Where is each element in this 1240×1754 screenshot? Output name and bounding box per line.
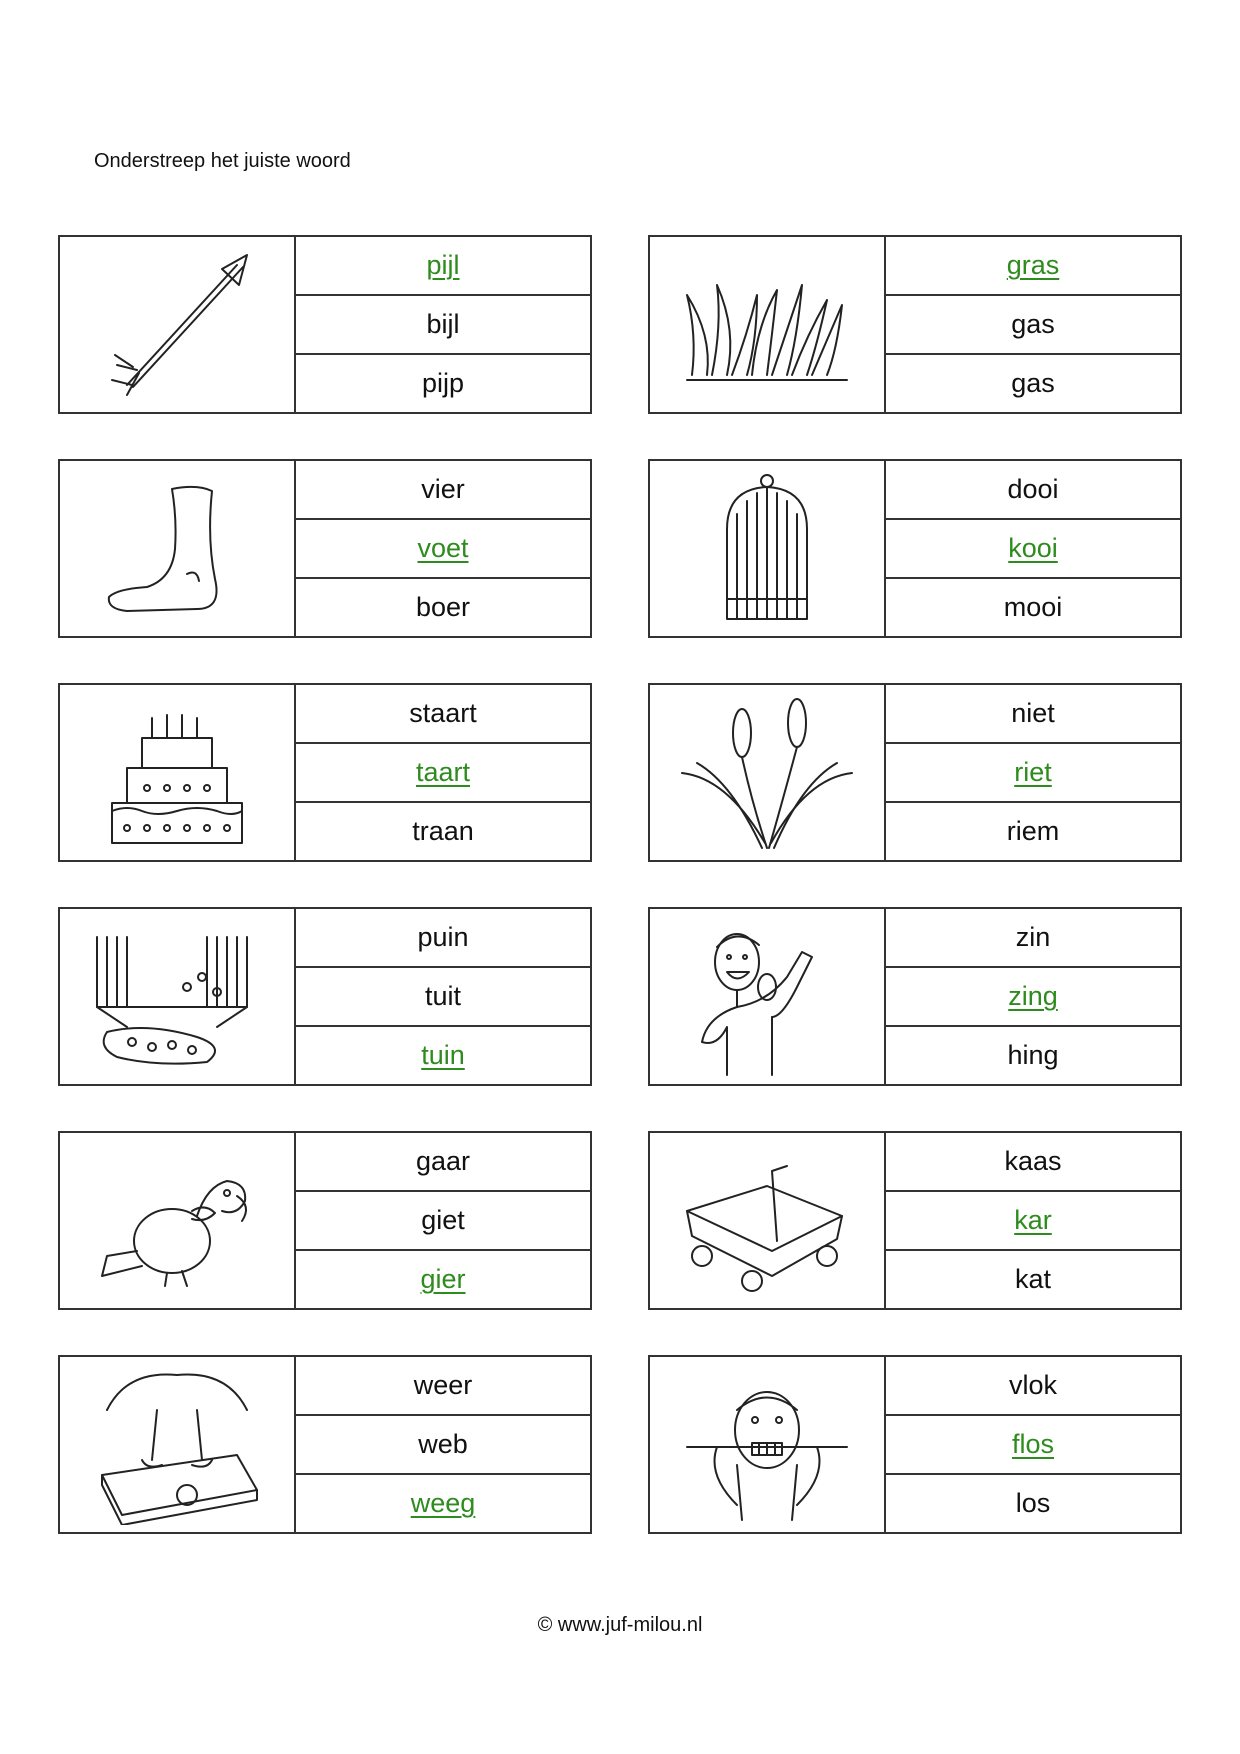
exercise-card-8 — [648, 907, 1182, 1086]
arrow-icon — [87, 245, 267, 405]
word-option[interactable]: puin — [296, 909, 590, 968]
word-option[interactable]: weeg — [410, 1488, 476, 1518]
word-option[interactable]: tuit — [296, 968, 590, 1027]
word-option[interactable]: gier — [420, 1264, 466, 1294]
word-option[interactable]: gas — [886, 296, 1180, 355]
singer-icon — [677, 917, 857, 1077]
exercise-card-1 — [58, 235, 592, 414]
reed-icon — [677, 693, 857, 853]
exercise-card-4 — [648, 459, 1182, 638]
word-option[interactable]: gaar — [296, 1133, 590, 1192]
picture-cell — [650, 685, 886, 860]
exercise-card-11 — [58, 1355, 592, 1534]
picture-cell — [60, 685, 296, 860]
word-option[interactable]: niet — [886, 685, 1180, 744]
word-option[interactable]: los — [1015, 1488, 1051, 1518]
garden-icon — [87, 917, 267, 1077]
picture-cell — [60, 237, 296, 412]
picture-cell — [60, 461, 296, 636]
picture-cell — [60, 1133, 296, 1308]
exercise-card-5 — [58, 683, 592, 862]
word-option[interactable]: riet — [886, 744, 1180, 803]
word-option[interactable]: riem — [1006, 816, 1060, 846]
exercise-card-2 — [648, 235, 1182, 414]
word-option[interactable]: weer — [296, 1357, 590, 1416]
word-option[interactable]: kooi — [886, 520, 1180, 579]
vulture-icon — [87, 1141, 267, 1301]
cake-icon — [87, 693, 267, 853]
word-option[interactable]: zin — [886, 909, 1180, 968]
foot-icon — [87, 469, 267, 629]
cage-icon — [677, 469, 857, 629]
word-option[interactable]: bijl — [296, 296, 590, 355]
picture-cell — [650, 1357, 886, 1532]
word-option[interactable]: vlok — [886, 1357, 1180, 1416]
wagon-icon — [677, 1141, 857, 1301]
picture-cell — [60, 909, 296, 1084]
scale-icon — [87, 1365, 267, 1525]
instruction-text: Onderstreep het juiste woord — [94, 150, 351, 172]
word-option[interactable]: zing — [886, 968, 1180, 1027]
word-option[interactable]: pijp — [421, 368, 465, 398]
floss-icon — [677, 1365, 857, 1525]
word-option[interactable]: web — [296, 1416, 590, 1475]
copyright-footer: © www.juf-milou.nl — [537, 1614, 703, 1636]
word-option[interactable]: pijl — [296, 237, 590, 296]
exercise-card-12 — [648, 1355, 1182, 1534]
picture-cell — [60, 1357, 296, 1532]
word-option[interactable]: staart — [296, 685, 590, 744]
picture-cell — [650, 237, 886, 412]
word-option[interactable]: vier — [296, 461, 590, 520]
word-option[interactable]: kaas — [886, 1133, 1180, 1192]
word-option[interactable]: dooi — [886, 461, 1180, 520]
word-option[interactable]: gras — [886, 237, 1180, 296]
word-option[interactable]: tuin — [421, 1040, 465, 1070]
exercise-card-9 — [58, 1131, 592, 1310]
word-option[interactable]: mooi — [1003, 592, 1063, 622]
picture-cell — [650, 461, 886, 636]
word-option[interactable]: giet — [296, 1192, 590, 1251]
exercise-card-7 — [58, 907, 592, 1086]
word-option[interactable]: gas — [1011, 368, 1055, 398]
word-option[interactable]: boer — [415, 592, 471, 622]
word-option[interactable]: kar — [886, 1192, 1180, 1251]
picture-cell — [650, 1133, 886, 1308]
grass-icon — [677, 245, 857, 405]
word-option[interactable]: traan — [412, 816, 474, 846]
word-option[interactable]: kat — [1014, 1264, 1052, 1294]
word-option[interactable]: hing — [1007, 1040, 1059, 1070]
picture-cell — [650, 909, 886, 1084]
word-option[interactable]: flos — [886, 1416, 1180, 1475]
word-option[interactable]: voet — [296, 520, 590, 579]
word-option[interactable]: taart — [296, 744, 590, 803]
exercise-card-10 — [648, 1131, 1182, 1310]
exercise-card-6 — [648, 683, 1182, 862]
exercise-card-3 — [58, 459, 592, 638]
